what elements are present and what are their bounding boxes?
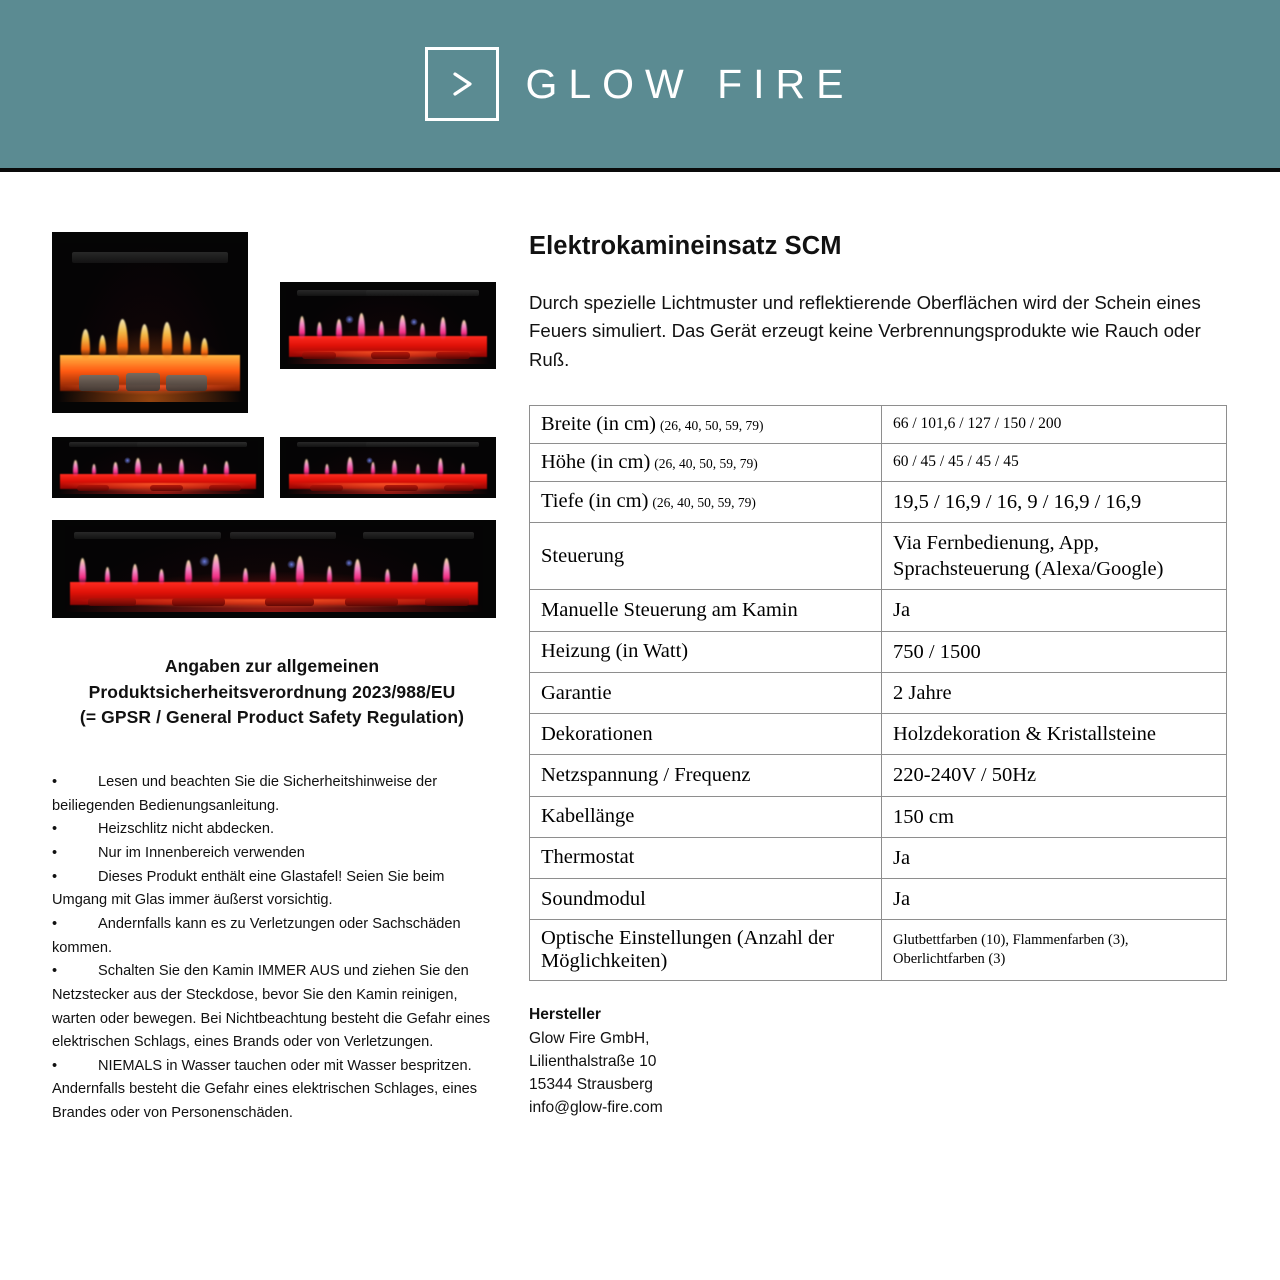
product-description: Durch spezielle Lichtmuster und reflektierende Oberflächen wird der Schein eines Feuers simuliert. Das Gerät erzeugt keine Verbrennungsprodukte wie Rauch oder Ruß. [529, 292, 1201, 370]
page-header [0, 0, 1280, 172]
list-item [52, 771, 492, 818]
spec-label: Thermostat [541, 846, 635, 869]
safety-bullet-list [52, 771, 492, 1126]
table-row [530, 714, 1227, 755]
spec-value: Via Fernbedienung, App, Sprachsteuerung (Alexa/Google) [893, 531, 1164, 581]
bullet-marker: • [52, 963, 58, 980]
gpsr-heading [52, 654, 492, 731]
product-image-2 [280, 282, 496, 369]
spec-value-cell [882, 481, 1227, 522]
spec-value-cell [882, 796, 1227, 837]
spec-value: Glutbettfarben (10), Flammenfarben (3), Oberlichtfarben (3) [893, 932, 1129, 968]
spec-value-cell [882, 920, 1227, 981]
spec-label: Kabellänge [541, 805, 635, 828]
manufacturer-label: Hersteller [529, 1006, 601, 1024]
spec-label-sub: (26, 40, 50, 59, 79) [659, 417, 764, 433]
brand-name: GLOW FIRE [525, 60, 855, 107]
list-item-text: Nur im Innenbereich verwenden [98, 845, 305, 862]
spec-label-cell [530, 837, 882, 878]
spec-label-cell [530, 405, 882, 443]
bullet-marker: • [52, 821, 58, 838]
product-image-1 [52, 232, 248, 413]
table-row [530, 590, 1227, 631]
spec-value: 220-240V / 50Hz [893, 764, 1037, 787]
list-item [52, 913, 492, 960]
right-column [529, 232, 1229, 1120]
spec-value: 750 / 1500 [893, 640, 981, 663]
spec-label-cell [530, 631, 882, 672]
manufacturer-email: info@glow-fire.com [529, 1099, 663, 1117]
spec-value-cell [882, 879, 1227, 920]
spec-value: Ja [893, 846, 911, 869]
spec-label-cell [530, 481, 882, 522]
list-item [52, 1055, 492, 1126]
table-row [530, 405, 1227, 443]
spec-value-cell [882, 405, 1227, 443]
bullet-marker: • [52, 868, 58, 885]
brand-lockup [425, 47, 854, 121]
spec-label-cell [530, 796, 882, 837]
spec-value-cell [882, 522, 1227, 589]
spec-label: Dekorationen [541, 722, 653, 745]
manufacturer-block [529, 1003, 1229, 1119]
spec-value-cell [882, 755, 1227, 796]
manufacturer-company: Glow Fire GmbH, [529, 1029, 650, 1047]
list-item-text: Andernfalls kann es zu Verletzungen oder Sachschäden kommen. [52, 916, 461, 956]
spec-value-cell [882, 631, 1227, 672]
manufacturer-city: 15344 Strausberg [529, 1076, 653, 1094]
spec-value: Ja [893, 888, 911, 911]
spec-label-cell [530, 714, 882, 755]
table-row [530, 481, 1227, 522]
spec-label-cell [530, 443, 882, 481]
manufacturer-street: Lilienthalstraße 10 [529, 1052, 657, 1070]
spec-value-cell [882, 714, 1227, 755]
spec-label: Höhe (in cm) [541, 450, 651, 473]
table-row [530, 755, 1227, 796]
spec-label-cell [530, 672, 882, 713]
spec-label: Tiefe (in cm) [541, 490, 649, 513]
table-row [530, 837, 1227, 878]
spec-value-cell [882, 443, 1227, 481]
spec-label-sub: (26, 40, 50, 59, 79) [652, 495, 756, 511]
specification-table [529, 405, 1227, 982]
list-item [52, 866, 492, 913]
bullet-marker: • [52, 774, 58, 791]
spec-value: 2 Jahre [893, 681, 952, 704]
spec-label: Heizung (in Watt) [541, 640, 689, 663]
chevron-right-boxed-icon [425, 47, 499, 121]
list-item-text: Schalten Sie den Kamin IMMER AUS und ziehen Sie den Netzstecker aus der Steckdose, bevor Sie den Kamin reinigen, warten oder bewegen. Bei Nichtbeachtung besteht die Gefahr eines elektrischen Schlags, eines Brands oder von Verletzungen. [52, 963, 491, 1051]
table-row [530, 522, 1227, 589]
spec-value: 150 cm [893, 805, 954, 828]
left-column [52, 232, 492, 1126]
spec-label-cell [530, 920, 882, 981]
spec-label: Breite (in cm) [541, 412, 656, 435]
spec-label-cell [530, 590, 882, 631]
table-row [530, 672, 1227, 713]
spec-label-sub: (26, 40, 50, 59, 79) [654, 455, 758, 471]
product-image-4 [280, 437, 496, 498]
table-row [530, 631, 1227, 672]
spec-label: Steuerung [541, 544, 625, 567]
gpsr-heading-line-2: Produktsicherheitsverordnung 2023/988/EU [88, 681, 456, 702]
list-item [52, 818, 492, 842]
bullet-marker: • [52, 1057, 58, 1074]
spec-label-cell [530, 522, 882, 589]
spec-label: Soundmodul [541, 887, 646, 910]
product-image-5 [52, 520, 496, 618]
spec-label: Garantie [541, 681, 612, 704]
table-row [530, 920, 1227, 981]
list-item-text: Lesen und beachten Sie die Sicherheitshinweise der beiliegenden Bedienungsanleitung. [52, 774, 438, 814]
list-item-text: Heizschlitz nicht abdecken. [98, 821, 275, 838]
spec-value: 60 / 45 / 45 / 45 / 45 [893, 453, 1019, 471]
spec-label-cell [530, 879, 882, 920]
bullet-marker: • [52, 916, 58, 932]
spec-value: Ja [893, 599, 911, 622]
spec-label: Netzspannung / Frequenz [541, 764, 751, 786]
list-item [52, 842, 492, 866]
product-image-3 [52, 437, 264, 498]
spec-value: 66 / 101,6 / 127 / 150 / 200 [893, 415, 1062, 433]
table-row [530, 796, 1227, 837]
list-item-text: Dieses Produkt enthält eine Glastafel! Seien Sie beim Umgang mit Glas immer äußerst vorsichtig. [52, 868, 445, 909]
list-item-text: NIEMALS in Wasser tauchen oder mit Wasser bespritzen. Andernfalls besteht die Gefahr eines elektrischen Schlages, eines Brandes oder von Personenschäden. [52, 1057, 478, 1122]
gpsr-heading-line-1: Angaben zur allgemeinen [164, 656, 380, 676]
spec-label: Manuelle Steuerung am Kamin [541, 599, 798, 622]
gpsr-heading-line-3: (= GPSR / General Product Safety Regulation) [79, 707, 465, 728]
spec-label: Optische Einstellungen (Anzahl der Möglichkeiten) [541, 927, 835, 973]
spec-value-cell [882, 672, 1227, 713]
page-title: Elektrokamineinsatz SCM [529, 232, 842, 260]
table-row [530, 879, 1227, 920]
spec-value: Holzdekoration & Kristallsteine [893, 723, 1157, 746]
table-row [530, 443, 1227, 481]
spec-value-cell [882, 590, 1227, 631]
product-gallery [52, 232, 496, 628]
spec-label-cell [530, 755, 882, 796]
spec-value: 19,5 / 16,9 / 16, 9 / 16,9 / 16,9 [893, 490, 1142, 513]
list-item [52, 960, 492, 1055]
spec-value-cell [882, 837, 1227, 878]
bullet-marker: • [52, 845, 58, 862]
